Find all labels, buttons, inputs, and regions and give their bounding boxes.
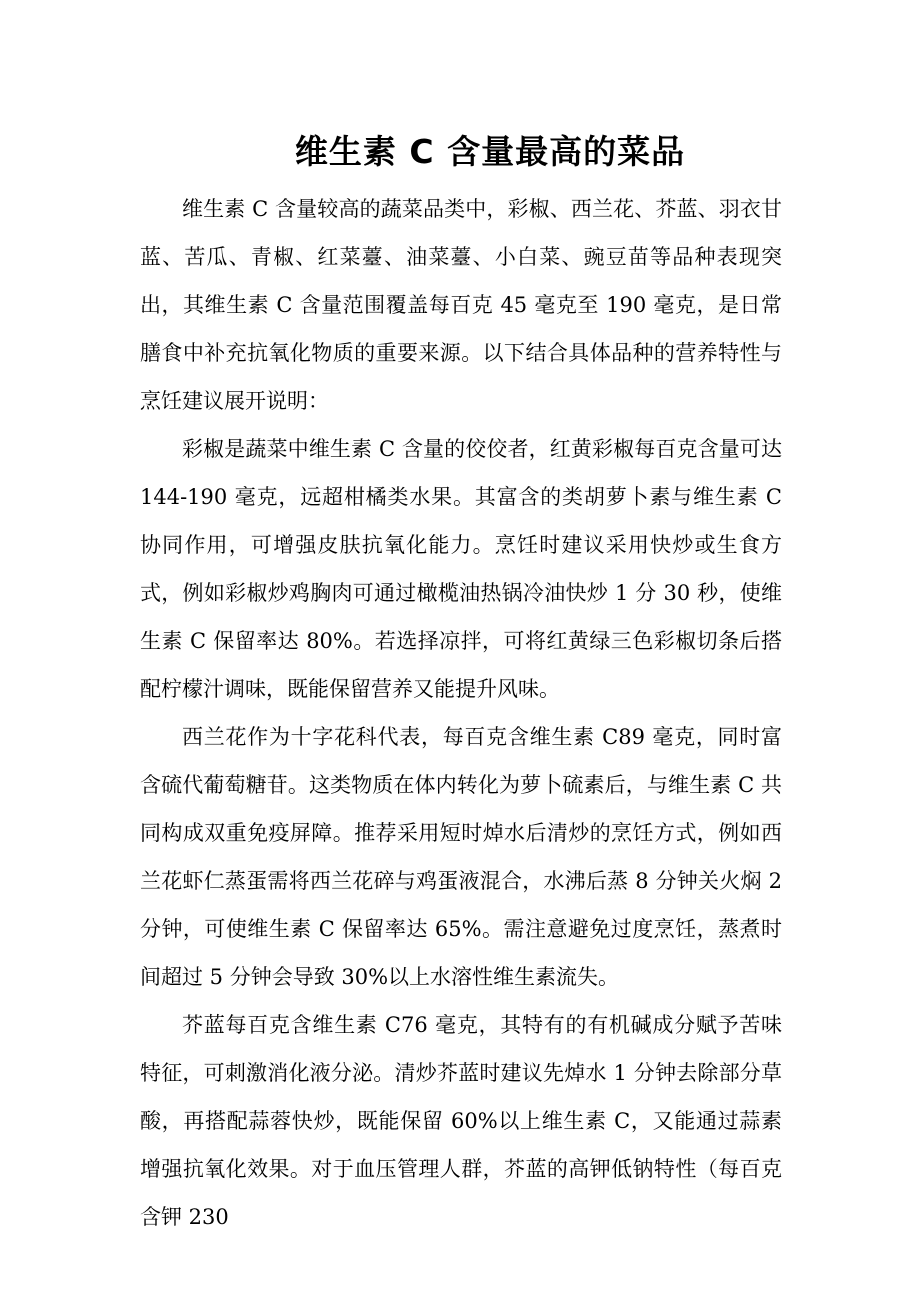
document-body [140, 185, 782, 1241]
paragraph-intro: 维生素 C 含量较高的蔬菜品类中，彩椒、西兰花、芥蓝、羽衣甘蓝、苦瓜、青椒、红菜薹、油菜薹、小白菜、豌豆苗等品种表现突出，其维生素 C 含量范围覆盖每百克 45 毫克至 190 毫克，是日常膳食中补充抗氧化物质的重要来源。以下结合具体品种的营养特性与烹饪建议展开说明： [140, 197, 782, 413]
paragraph-bell-pepper: 彩椒是蔬菜中维生素 C 含量的佼佼者，红黄彩椒每百克含量可达 144-190 毫克，远超柑橘类水果。其富含的类胡萝卜素与维生素 C 协同作用，可增强皮肤抗氧化能力。烹饪时建议采用快炒或生食方式，例如彩椒炒鸡胸肉可通过橄榄油热锅冷油快炒 1 分 30 秒，使维生素 C 保留率达 80%。若选择凉拌，可将红黄绿三色彩椒切条后搭配柠檬汁调味，既能保留营养又能提升风味。 [140, 437, 782, 701]
document-title: 维生素 C 含量最高的菜品 [294, 132, 686, 171]
paragraph-chinese-kale: 芥蓝每百克含维生素 C76 毫克，其特有的有机碱成分赋予苦味特征，可刺激消化液分泌。清炒芥蓝时建议先焯水 1 分钟去除部分草酸，再搭配蒜蓉快炒，既能保留 60%以上维生素 C，又能通过蒜素增强抗氧化效果。对于血压管理人群，芥蓝的高钾低钠特性（每百克含钾 230 [140, 1013, 782, 1229]
paragraph-broccoli: 西兰花作为十字花科代表，每百克含维生素 C89 毫克，同时富含硫代葡萄糖苷。这类物质在体内转化为萝卜硫素后，与维生素 C 共同构成双重免疫屏障。推荐采用短时焯水后清炒的烹饪方式，例如西兰花虾仁蒸蛋需将西兰花碎与鸡蛋液混合，水沸后蒸 8 分钟关火焖 2 分钟，可使维生素 C 保留率达 65%。需注意避免过度烹饪，蒸煮时间超过 5 分钟会导致 30%以上水溶性维生素流失。 [140, 725, 782, 989]
